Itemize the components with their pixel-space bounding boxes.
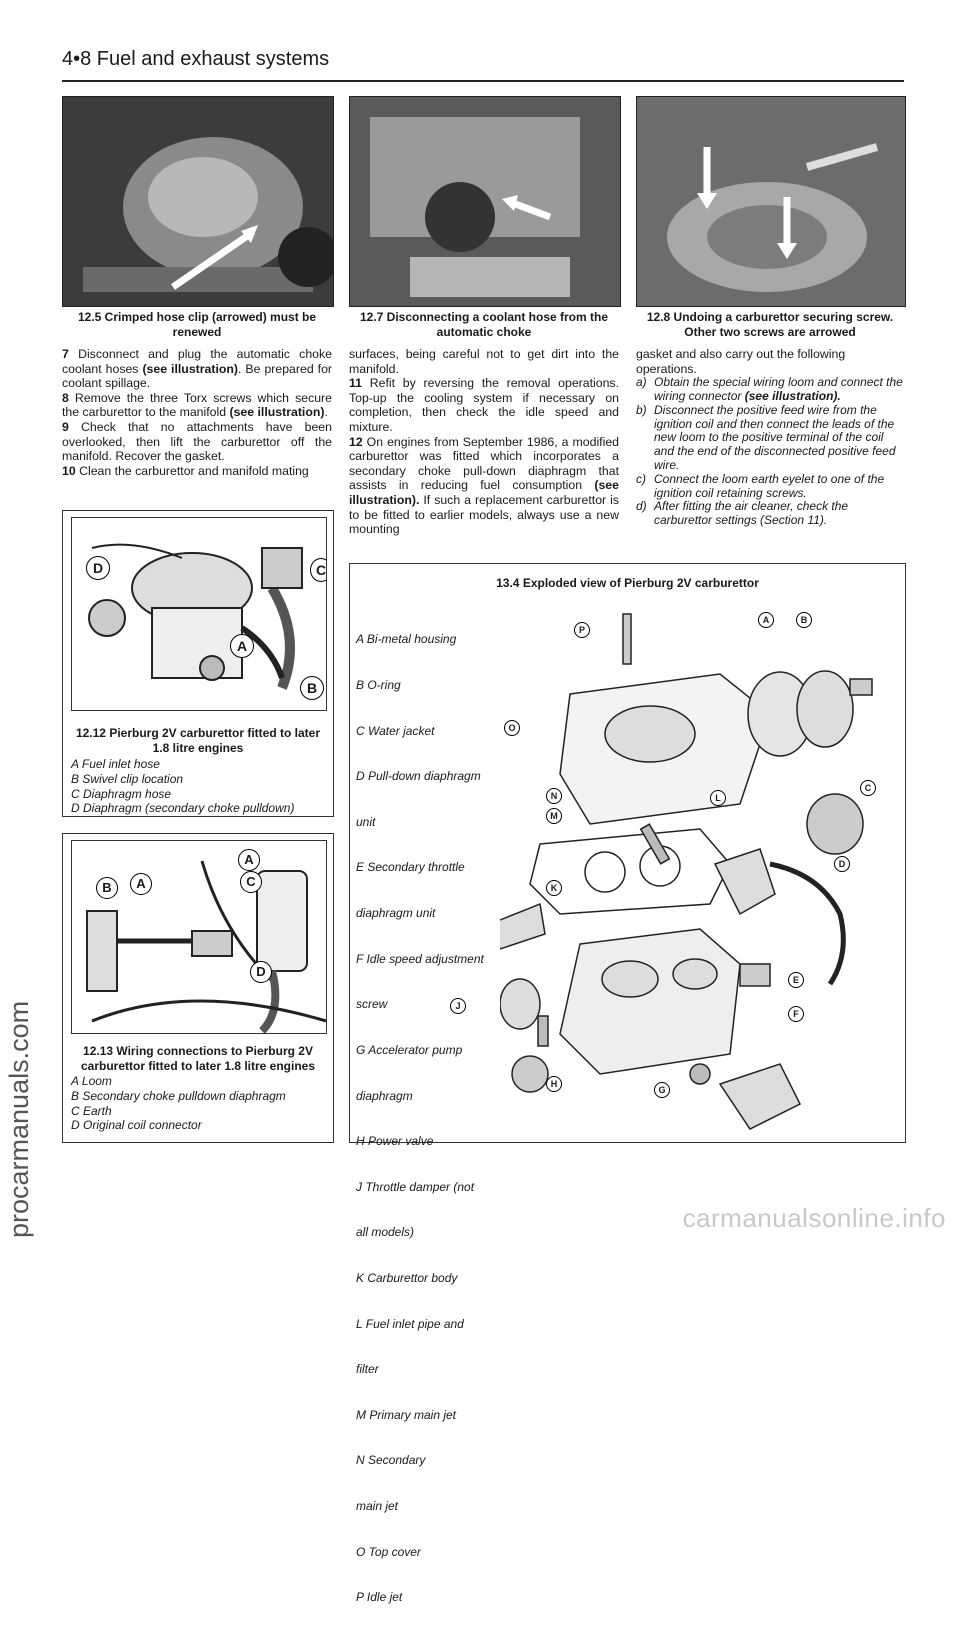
caption-12-7: 12.7 Disconnecting a coolant hose from the automatic choke <box>359 310 609 339</box>
caption-12-8: 12.8 Undoing a carburettor securing screw. Other two screws are arrowed <box>646 310 894 339</box>
figure-12-13-image <box>71 840 327 1034</box>
paragraph-10: 10 Clean the carburettor and manifold mating <box>62 463 309 478</box>
callout-l: L <box>710 790 726 806</box>
callout-a-top: A <box>238 849 260 871</box>
list-item: a) Obtain the special wiring loom and connect the wiring connector (see illustration). <box>636 375 903 403</box>
callout-j: J <box>450 998 466 1014</box>
column-1-text <box>62 347 332 478</box>
list-item: b) Disconnect the positive feed wire from the ignition coil and then connect the leads of the new loom to the positive terminal of the coil and the end of the disconnected positive feed wire. <box>636 402 896 472</box>
callout-b: B <box>96 877 118 899</box>
callout-d: D <box>86 556 110 580</box>
callout-o: O <box>504 720 520 736</box>
column-2-text <box>349 347 619 537</box>
side-watermark: procarmanuals.com <box>4 1000 34 1238</box>
paragraph-11: 11 Refit by reversing the removal operations. Top-up the cooling system if necessary on completion, then check the idle speed and mixture. <box>349 376 619 434</box>
list-item: c) Connect the loom earth eyelet to one of the ignition coil retaining screws. <box>636 471 885 500</box>
photo-12-8-image <box>637 97 905 306</box>
figure-12-13-caption: 12.13 Wiring connections to Pierburg 2V carburettor fitted to later 1.8 litre engines <box>80 1044 316 1073</box>
callout-n: N <box>546 788 562 804</box>
callout-a: A <box>230 634 254 658</box>
callout-a: A <box>130 873 152 895</box>
callout-b: B <box>300 676 324 700</box>
callout-f: F <box>788 1006 804 1022</box>
callout-g: G <box>654 1082 670 1098</box>
see-illustration-link[interactable]: (see illustration) <box>229 405 325 420</box>
list-item: d) After fitting the air cleaner, check the carburettor settings (Section 11). <box>636 499 849 528</box>
photo-12-7 <box>349 96 621 307</box>
figure-13-4-caption: 13.4 Exploded view of Pierburg 2V carburettor <box>496 576 759 590</box>
see-illustration-link[interactable]: (see illustration). <box>349 478 619 507</box>
paragraph-9: 9 Check that no attachments have been overlooked, then lift the carburettor off the manifold. Recover the gasket. <box>62 419 332 464</box>
figure-12-12-image <box>71 517 327 711</box>
photo-12-5 <box>62 96 334 307</box>
callout-d: D <box>834 856 850 872</box>
photo-12-7-image <box>350 97 620 306</box>
callout-c: C <box>240 871 262 893</box>
wiring-drawing <box>72 841 326 1033</box>
callout-d: D <box>250 961 272 983</box>
paragraph-10-continued: surfaces, being careful not to get dirt into the manifold. <box>349 347 619 376</box>
callout-h: H <box>546 1076 562 1092</box>
figure-12-12 <box>62 510 334 817</box>
callout-m: M <box>546 808 562 824</box>
callout-c: C <box>310 558 327 582</box>
paragraph-12: 12 On engines from September 1986, a modified carburettor was fitted which incorporates a secondary choke pull-down diaphragm that assists in reducing fuel consumption (see illustration). If such a replacement carburettor is to be fitted to earlier models, always use a new mounting <box>349 434 619 537</box>
caption-12-5: 12.5 Crimped hose clip (arrowed) must be renewed <box>77 310 317 339</box>
callout-p: P <box>574 622 590 638</box>
callout-a: A <box>758 612 774 628</box>
callout-c: C <box>860 780 876 796</box>
header-rule <box>62 80 904 82</box>
callout-k: K <box>546 880 562 896</box>
callout-e: E <box>788 972 804 988</box>
figure-12-12-caption: 12.12 Pierburg 2V carburettor fitted to later 1.8 litre engines <box>75 726 321 755</box>
see-illustration-link[interactable]: (see illustration) <box>142 361 239 376</box>
page-title: 4•8 Fuel and exhaust systems <box>62 48 330 70</box>
carburettor-drawing <box>72 518 326 710</box>
operations-list <box>636 376 904 528</box>
column-3-text <box>636 347 904 528</box>
photo-12-5-image <box>63 97 333 306</box>
figure-12-13 <box>62 833 334 1143</box>
figure-12-12-legend: A Fuel inlet hose B Swivel clip location C Diaphragm hose D Diaphragm (secondary choke pulldown) <box>71 757 295 816</box>
figure-13-4-legend: A Bi-metal housing B O-ring C Water jacket D Pull-down diaphragm unit E Secondary throttle diaphragm unit F Idle speed adjustment screw G Accelerator pump diaphragm H Power valve J Throttle damper (not all models) K Carburettor body L Fuel inlet pipe and filter M Primary main jet N Secondary main jet O Top cover P Idle jet <box>356 632 484 1605</box>
photo-12-8 <box>636 96 906 307</box>
see-illustration-link[interactable]: (see illustration). <box>744 388 841 403</box>
paragraph-12-continued: gasket and also carry out the following operations. <box>636 347 846 376</box>
footer-watermark: carmanualsonline.info <box>682 1203 946 1233</box>
callout-b: B <box>796 612 812 628</box>
paragraph-8: 8 Remove the three Torx screws which secure the carburettor to the manifold (see illustration). <box>62 390 332 420</box>
paragraph-7: 7 Disconnect and plug the automatic choke coolant hoses (see illustration). Be prepared for coolant spillage. <box>62 347 333 391</box>
figure-12-13-legend: A Loom B Secondary choke pulldown diaphragm C Earth D Original coil connector <box>71 1074 286 1133</box>
